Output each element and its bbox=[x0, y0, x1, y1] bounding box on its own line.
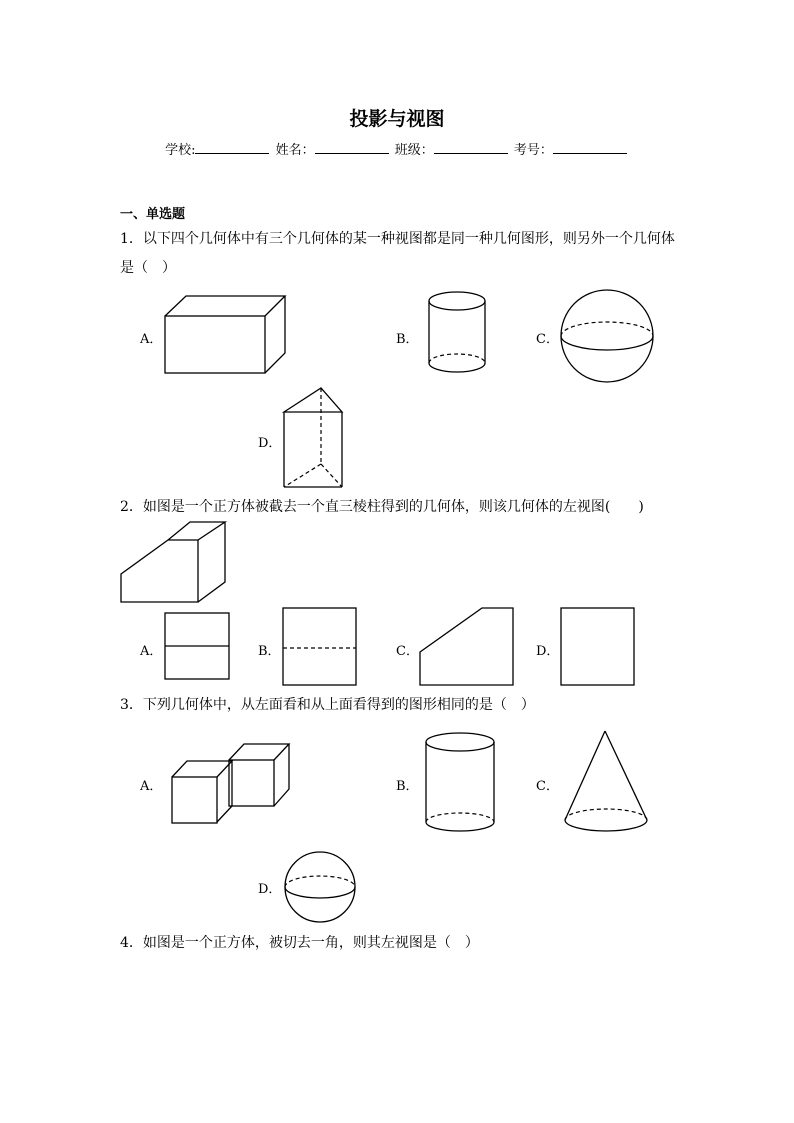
number-blank bbox=[553, 141, 627, 154]
q3-option-b-label: B． bbox=[396, 779, 419, 794]
q3-two-cubes-figure bbox=[168, 740, 293, 828]
name-blank bbox=[315, 141, 389, 154]
q3-option-d-label: D． bbox=[258, 882, 282, 897]
q1-text-line1: 1．以下四个几何体中有三个几何体的某一种视图都是同一种几何图形，则另外一个几何体 bbox=[120, 231, 675, 247]
school-label: 学校: bbox=[165, 143, 196, 158]
q3-cylinder-figure bbox=[422, 730, 500, 835]
name-label: 姓名： bbox=[275, 143, 315, 158]
section-heading: 一、单选题 bbox=[120, 207, 186, 222]
q2-option-b-label: B． bbox=[258, 644, 281, 659]
q1-cylinder-figure bbox=[424, 288, 494, 378]
student-info-line bbox=[0, 139, 794, 158]
q1-triangular-prism-figure bbox=[280, 384, 350, 492]
q2-option-c-figure bbox=[418, 606, 518, 688]
q2-option-a-figure bbox=[163, 611, 233, 683]
q2-option-d-figure bbox=[559, 606, 639, 688]
q2-option-a-label: A． bbox=[140, 644, 163, 659]
q2-text: 2．如图是一个正方体被截去一个直三棱柱得到的几何体，则该几何体的左视图( ) bbox=[120, 499, 644, 515]
q3-cone-figure bbox=[562, 728, 654, 838]
class-label: 班级： bbox=[394, 143, 434, 158]
q3-option-c-label: C． bbox=[536, 779, 559, 794]
q2-option-c-label: C． bbox=[396, 644, 419, 659]
q4-text: 4．如图是一个正方体，被切去一角，则其左视图是（ ） bbox=[120, 935, 479, 951]
q2-cut-cube-figure bbox=[118, 520, 233, 608]
school-blank bbox=[195, 141, 269, 154]
q1-option-d-label: D． bbox=[258, 436, 282, 451]
q1-text-line2: 是（ ） bbox=[120, 260, 176, 276]
q1-cuboid-figure bbox=[160, 292, 290, 377]
q2-option-b-figure bbox=[281, 606, 361, 688]
q3-option-a-label: A． bbox=[140, 779, 163, 794]
q3-text: 3．下列几何体中，从左面看和从上面看得到的图形相同的是（ ） bbox=[120, 697, 535, 713]
page-title: 投影与视图 bbox=[349, 108, 445, 130]
q2-option-d-label: D． bbox=[536, 644, 560, 659]
class-blank bbox=[434, 141, 508, 154]
number-label: 考号： bbox=[513, 143, 553, 158]
q1-sphere-figure bbox=[558, 288, 658, 386]
q1-option-a-label: A． bbox=[140, 332, 163, 347]
q1-option-c-label: C． bbox=[536, 332, 559, 347]
q3-sphere-figure bbox=[283, 850, 359, 926]
q1-option-b-label: B． bbox=[396, 332, 419, 347]
